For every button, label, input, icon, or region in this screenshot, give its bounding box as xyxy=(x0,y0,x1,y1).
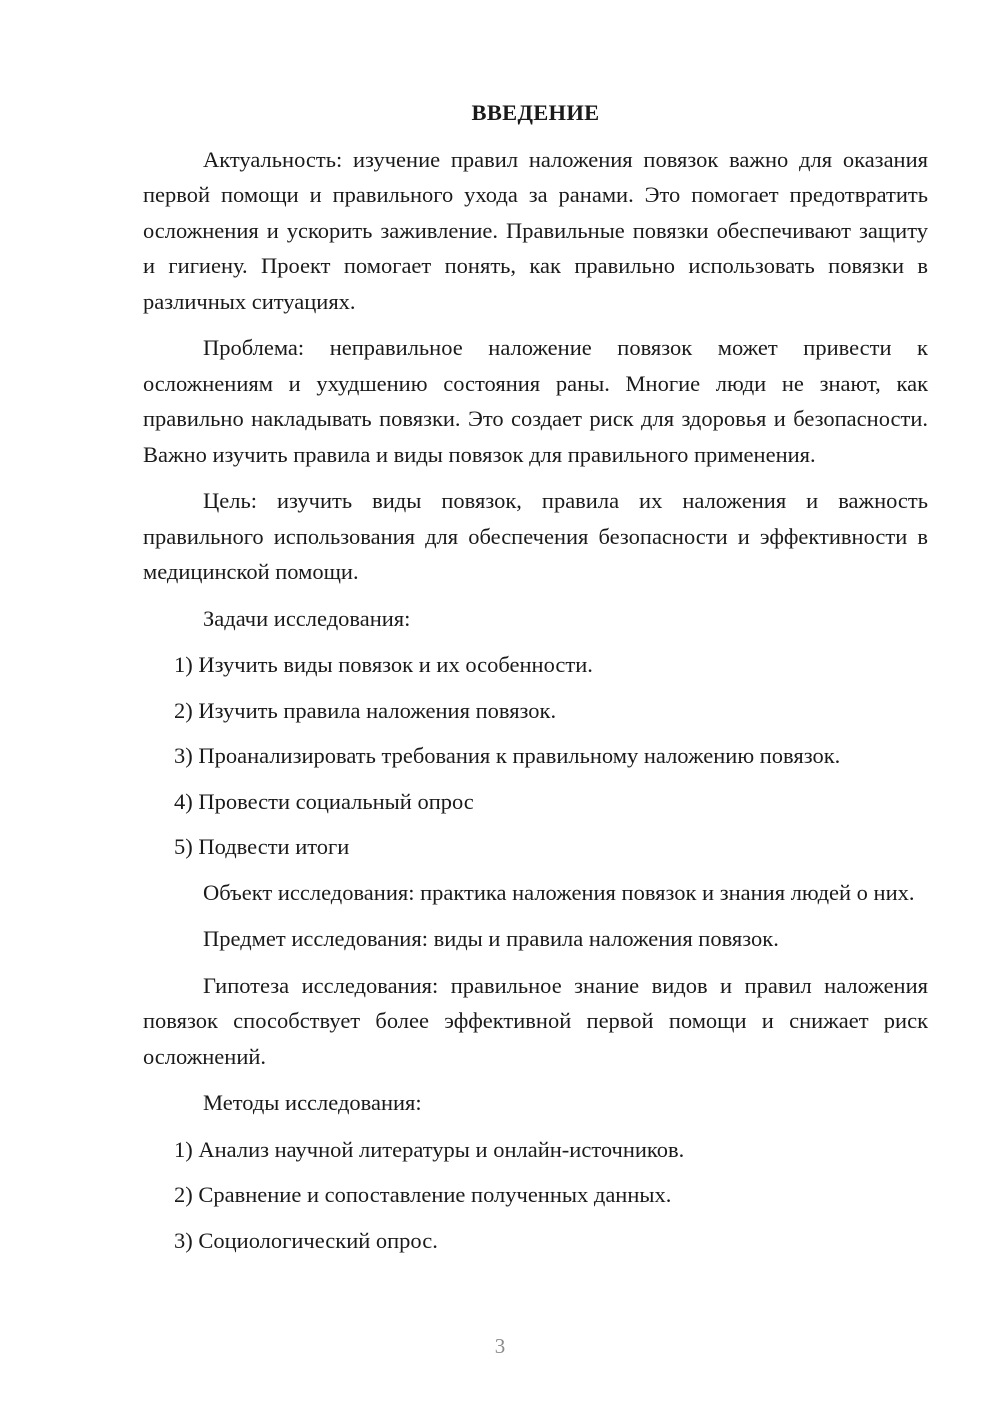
list-item: 3) Социологический опрос. xyxy=(174,1227,438,1253)
methods-list xyxy=(143,1132,928,1259)
list-item: 2) Сравнение и сопоставление полученных данных. xyxy=(174,1182,672,1207)
list-item: 1) Анализ научной литературы и онлайн-источников. xyxy=(174,1136,685,1162)
list-item: 2) Изучить правила наложения повязок. xyxy=(174,697,557,723)
goal-paragraph: Цель: изучить виды повязок, правила их наложения и важность правильного использования для обеспечения безопасности и эффективности в медицинской помощи. xyxy=(143,488,928,584)
tasks-list xyxy=(143,647,928,865)
list-item: 1) Изучить виды повязок и их особенности. xyxy=(174,652,593,677)
relevance-paragraph: Актуальность: изучение правил наложения повязок важно для оказания первой помощи и правильного ухода за ранами. Это помогает предотвратить осложнения и ускорить заживление. Правильные повязки обеспечивают защиту и гигиену. Проект помогает понять, как правильно использовать повязки в различных ситуациях. xyxy=(143,146,928,314)
methods-heading: Методы исследования: xyxy=(203,1090,422,1115)
tasks-heading: Задачи исследования: xyxy=(203,605,411,631)
list-item: 5) Подвести итоги xyxy=(174,834,350,859)
list-item: 4) Провести социальный опрос xyxy=(174,788,474,814)
page-number: 3 xyxy=(494,1334,506,1358)
page-content xyxy=(143,95,928,1268)
subject-paragraph: Предмет исследования: виды и правила наложения повязок. xyxy=(203,926,779,951)
problem-paragraph: Проблема: неправильное наложение повязок может привести к осложнениям и ухудшению состояния раны. Многие люди не знают, как правильно накладывать повязки. Это создает риск для здоровья и безопасности. Важно изучить правила и виды повязок для правильного применения. xyxy=(143,335,928,467)
list-item: 3) Проанализировать требования к правильному наложению повязок. xyxy=(174,743,841,768)
section-title: ВВЕДЕНИЕ xyxy=(471,100,600,125)
hypothesis-paragraph: Гипотеза исследования: правильное знание видов и правил наложения повязок способствует более эффективной первой помощи и снижает риск осложнений. xyxy=(143,972,928,1069)
object-paragraph: Объект исследования: практика наложения повязок и знания людей о них. xyxy=(203,879,915,905)
